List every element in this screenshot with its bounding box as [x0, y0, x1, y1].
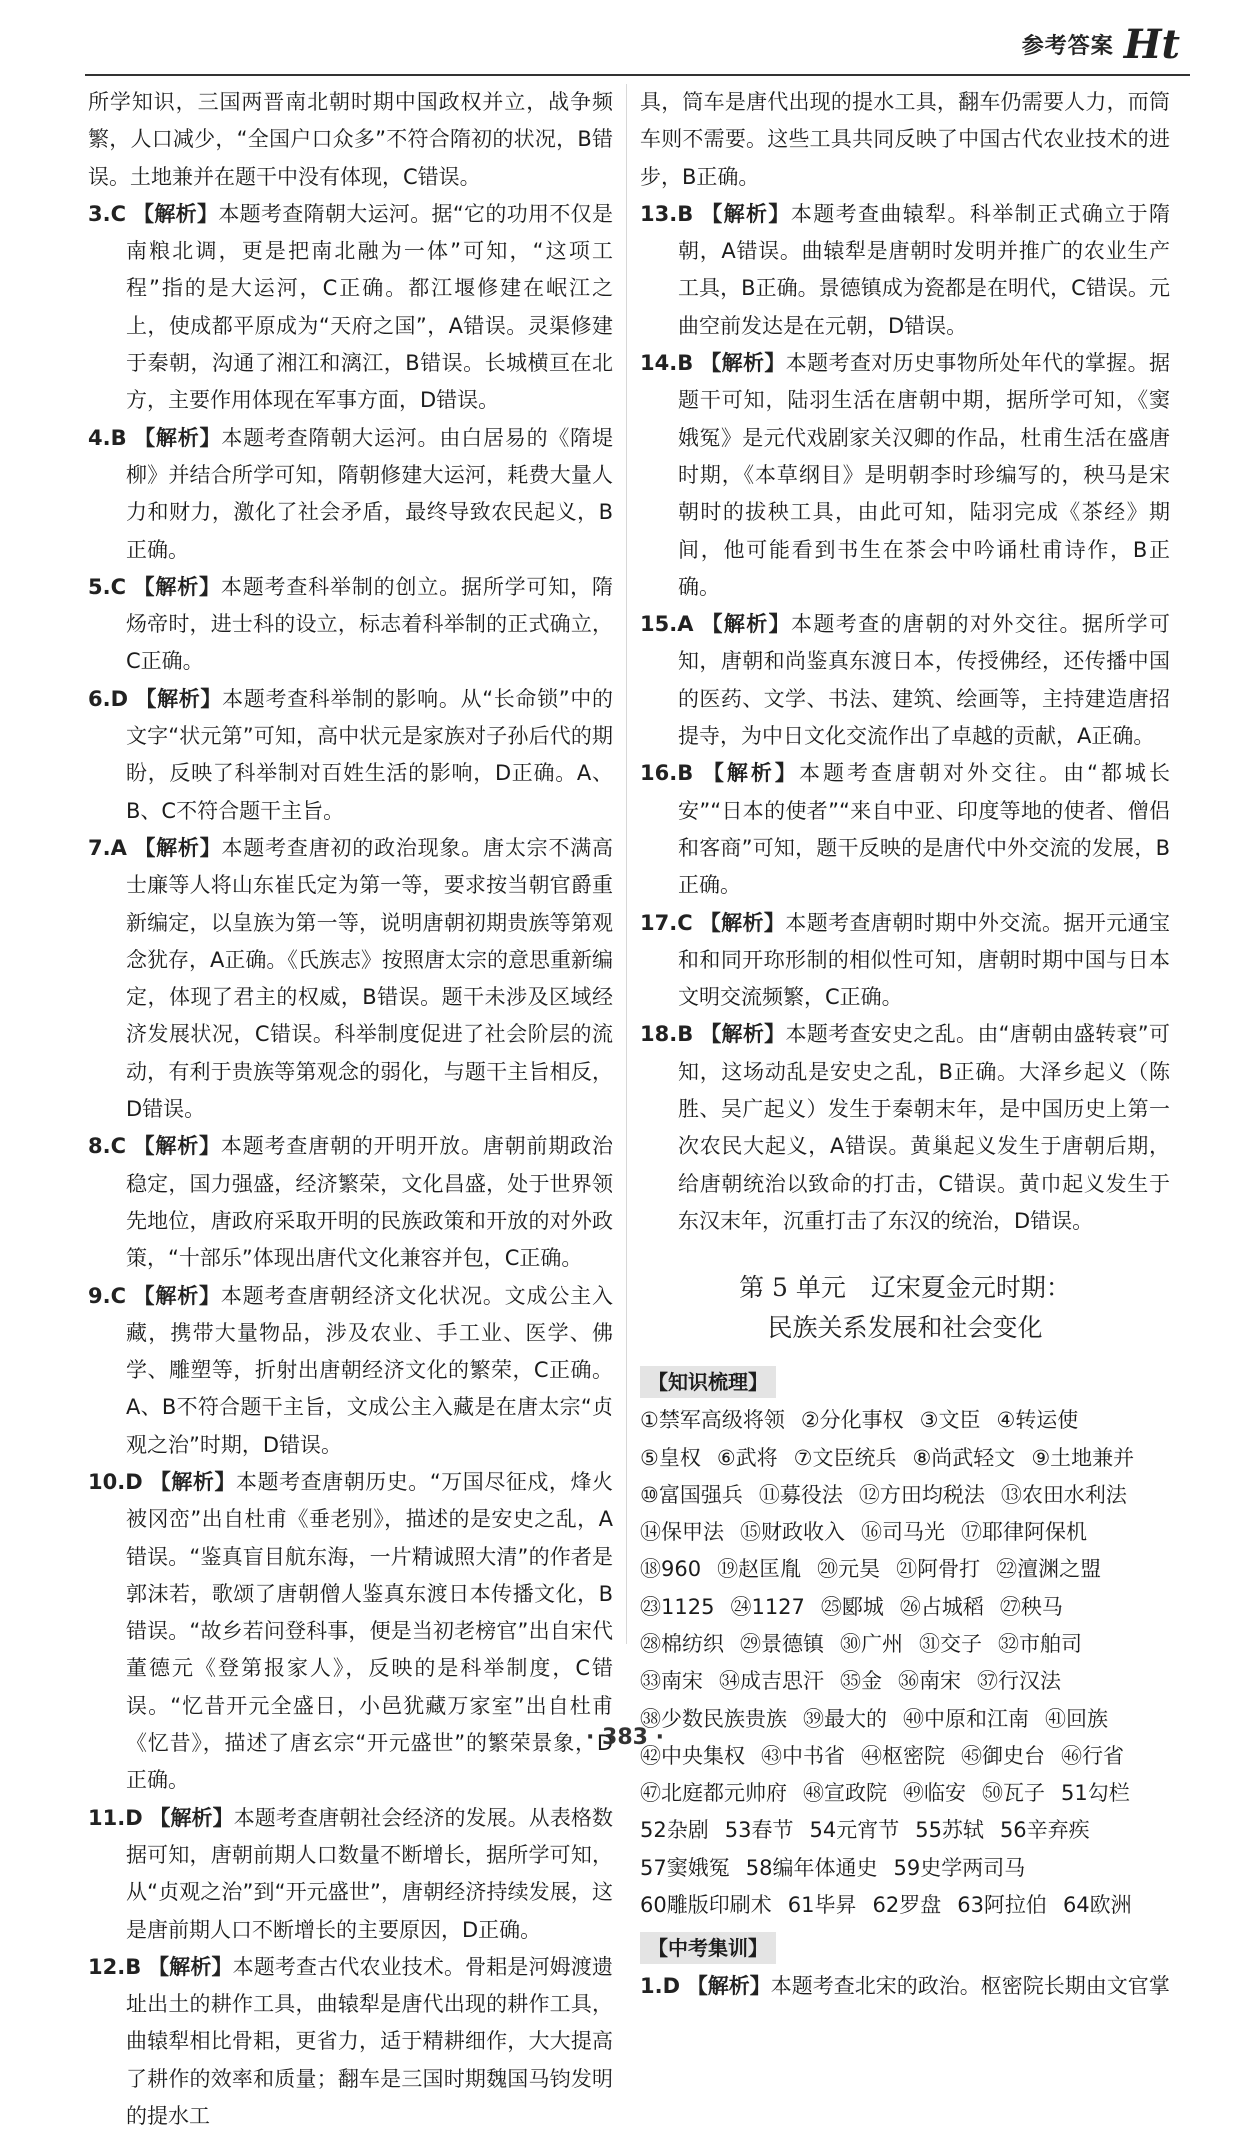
analysis-tag: 【解析】 — [702, 761, 799, 786]
knowledge-item: ㉛交子 — [919, 1631, 982, 1656]
knowledge-item: ④转运使 — [996, 1408, 1079, 1433]
unit-title-line1: 第 5 单元 辽宋夏金元时期： — [739, 1273, 1071, 1303]
knowledge-item: ⑬农田水利法 — [1000, 1482, 1127, 1507]
knowledge-item: ⑱960 — [640, 1557, 702, 1582]
answer-text: 本题考查对历史事物所处年代的掌握。据题干可知，陆羽生活在唐朝中期，据所学可知，《窦娥冤》是元代戏剧家关汉卿的作品，杜甫生活在盛唐时期，《本草纲目》是明朝李时珍编写的，秧马是宋朝时的拔秧工具，由此可知，陆羽完成《茶经》期间，他可能看到书生在茶会中吟诵杜甫诗作，B正确。 — [678, 351, 1171, 599]
analysis-tag: 【解析】 — [133, 1283, 221, 1308]
knowledge-item: ㉚广州 — [840, 1631, 903, 1656]
analysis-tag: 【解析】 — [133, 201, 219, 226]
answer-text: 本题考查安史之乱。由“唐朝由盛转衰”可知，这场动乱是安史之乱，B正确。大泽乡起义（陈胜、吴广起义）发生于秦朝末年，是中国历史上第一次农民大起义，A错误。黄巢起义发生于唐朝后期，给唐朝统治以致命的打击，C错误。黄巾起义发生于东汉末年，沉重打击了东汉的统治，D错误。 — [678, 1022, 1170, 1233]
answer-item — [88, 1800, 613, 1949]
knowledge-item: 58编年体通史 — [745, 1855, 878, 1880]
column-divider — [626, 84, 627, 1644]
knowledge-item: 56辛弃疾 — [999, 1818, 1090, 1843]
knowledge-item: ③文臣 — [919, 1408, 981, 1433]
answer-number: 15.A — [640, 612, 694, 637]
knowledge-item: 53春节 — [724, 1818, 794, 1843]
answer-text: 本题考查北宋的政治。枢密院长期由文官掌 — [770, 1974, 1170, 1999]
knowledge-item: ⑤皇权 — [640, 1445, 701, 1470]
knowledge-item: ⑧尚武轻文 — [912, 1445, 1016, 1470]
analysis-tag: 【解析】 — [699, 910, 786, 935]
knowledge-item: ⑥武将 — [716, 1445, 778, 1470]
knowledge-item: ㊷中央集权 — [640, 1743, 745, 1768]
analysis-tag: 【解析】 — [149, 1469, 237, 1494]
knowledge-item: 55苏轼 — [915, 1818, 984, 1843]
brand-logo: Ht — [1123, 20, 1180, 68]
continued-paragraph: 所学知识，三国两晋南北朝时期中国政权并立，战争频繁，人口减少，“全国户口众多”不符合隋初的状况，B错误。土地兼并在题干中没有体现，C错误。 — [88, 90, 613, 189]
analysis-tag: 【解析】 — [700, 351, 786, 376]
answer-text: 本题考查唐朝时期中外交流。据开元通宝和和同开珎形制的相似性可知，唐朝时期中国与日本文明交流频繁，C正确。 — [678, 910, 1171, 1010]
answer-text: 本题考查古代农业技术。骨耜是河姆渡遗址出土的耕作工具，曲辕犁是唐代出现的耕作工具，曲辕犁相比骨耜，更省力，适于精耕细作，大大提高了耕作的效率和质量；翻车是三国时期魏国马钧发明的提水工 — [126, 1954, 613, 2129]
knowledge-item: ㉘棉纺织 — [640, 1631, 724, 1656]
answer-number: 12.B — [88, 1954, 142, 1979]
analysis-tag: 【解析】 — [149, 1805, 234, 1830]
knowledge-item: ㉒澶渊之盟 — [996, 1557, 1102, 1582]
knowledge-item: ㉓1125 — [640, 1594, 715, 1619]
knowledge-item: ㉗秧马 — [999, 1594, 1063, 1619]
knowledge-item: 52杂剧 — [640, 1818, 709, 1843]
answer-item — [640, 606, 1170, 755]
answer-item — [88, 1278, 613, 1464]
knowledge-item: ㉖占城稻 — [899, 1594, 984, 1619]
knowledge-item: ㊾临安 — [903, 1781, 966, 1806]
knowledge-item: ⑫方田均税法 — [858, 1482, 985, 1507]
answer-number: 11.D — [88, 1805, 143, 1830]
answer-item — [640, 345, 1170, 606]
knowledge-heading: 【知识梳理】 — [640, 1366, 776, 1398]
analysis-tag: 【解析】 — [701, 201, 791, 226]
knowledge-item: ⑳元昊 — [817, 1557, 881, 1582]
knowledge-item: 63阿拉伯 — [957, 1893, 1047, 1918]
knowledge-item: ㉞成吉思汗 — [719, 1669, 824, 1694]
knowledge-item: ㊴最大的 — [803, 1706, 887, 1731]
answer-list-right — [640, 196, 1170, 1240]
knowledge-item: 51勾栏 — [1061, 1781, 1130, 1806]
answer-item — [88, 569, 613, 681]
header-title: 参考答案 — [1021, 33, 1114, 59]
answer-number: 10.D — [88, 1469, 143, 1494]
knowledge-item: 54元宵节 — [809, 1818, 900, 1843]
analysis-tag: 【解析】 — [133, 574, 221, 599]
answer-item — [88, 1949, 613, 2135]
knowledge-item: ㊼北庭都元帅府 — [640, 1781, 787, 1806]
knowledge-item: ㉟金 — [840, 1669, 882, 1694]
knowledge-item: ㊻行省 — [1061, 1743, 1124, 1768]
answer-number: 6.D — [88, 686, 129, 711]
knowledge-item: ㊲行汉法 — [977, 1669, 1061, 1694]
analysis-tag: 【解析】 — [134, 425, 222, 450]
knowledge-item: ㊺御史台 — [961, 1743, 1045, 1768]
knowledge-item: ㊽宣政院 — [803, 1781, 887, 1806]
answer-item — [88, 1128, 613, 1277]
knowledge-item: ㊳少数民族贵族 — [640, 1706, 787, 1731]
unit-title-line2: 民族关系发展和社会变化 — [767, 1313, 1043, 1343]
unit-title — [640, 1268, 1170, 1348]
knowledge-item: 57窦娥冤 — [640, 1855, 730, 1880]
analysis-tag: 【解析】 — [134, 835, 222, 860]
knowledge-item: 59史学两司马 — [893, 1855, 1026, 1880]
answer-list-left — [88, 196, 613, 2135]
answer-number: 8.C — [88, 1134, 127, 1159]
knowledge-item: ⑪募役法 — [758, 1482, 843, 1507]
answer-number: 9.C — [88, 1283, 127, 1308]
answer-text: 本题考查科举制的创立。据所学可知，隋炀帝时，进士科的设立，标志着科举制的正式确立，C正确。 — [126, 574, 613, 674]
analysis-tag: 【解析】 — [686, 1974, 771, 1999]
answer-number: 5.C — [88, 574, 127, 599]
knowledge-item: ⑨土地兼并 — [1031, 1445, 1135, 1470]
knowledge-item: ㉝南宋 — [640, 1669, 703, 1694]
knowledge-item: 61毕昇 — [787, 1893, 857, 1918]
answer-item — [88, 681, 613, 830]
header-divider — [85, 74, 1190, 76]
answer-number: 1.D — [640, 1974, 681, 1999]
knowledge-item: ㉕郾城 — [820, 1594, 884, 1619]
knowledge-item: ⑰耶律阿保机 — [961, 1520, 1087, 1545]
knowledge-item: 64欧洲 — [1062, 1893, 1132, 1918]
answer-number: 3.C — [88, 201, 127, 226]
answer-text: 本题考查隋朝大运河。据“它的功用不仅是南粮北调，更是把南北融为一体”可知，“这项工程”指的是大运河，C正确。都江堰修建在岷江之上，使成都平原成为“天府之国”，A错误。灵渠修建于秦朝，沟通了湘江和漓江，B错误。长城横亘在北方，主要作用体现在军事方面，D错误。 — [126, 201, 613, 413]
exam-heading: 【中考集训】 — [640, 1932, 776, 1964]
knowledge-item: ㊸中书省 — [761, 1743, 845, 1768]
knowledge-item: ⑯司马光 — [861, 1520, 945, 1545]
analysis-tag: 【解析】 — [700, 1022, 786, 1047]
knowledge-item: 62罗盘 — [872, 1893, 942, 1918]
left-column — [88, 84, 613, 2135]
knowledge-item: ㊱南宋 — [898, 1669, 961, 1694]
analysis-tag: 【解析】 — [148, 1954, 233, 1979]
knowledge-item: ⑭保甲法 — [640, 1520, 724, 1545]
answer-item — [88, 830, 613, 1128]
knowledge-item: ㊶回族 — [1045, 1706, 1108, 1731]
knowledge-item: ㉙景德镇 — [740, 1631, 824, 1656]
analysis-tag: 【解析】 — [701, 612, 792, 637]
knowledge-item: ②分化事权 — [800, 1408, 904, 1433]
answer-item — [88, 420, 613, 569]
answer-text: 本题考查唐朝经济文化状况。文成公主入藏，携带大量物品，涉及农业、手工业、医学、佛学、雕塑等，折射出唐朝经济文化的繁荣，C正确。A、B不符合题干主旨，文成公主入藏是在唐太宗“贞观之治”时期，D错误。 — [126, 1283, 613, 1457]
answer-text: 本题考查唐朝社会经济的发展。从表格数据可知，唐朝前期人口数量不断增长，据所学可知，从“贞观之治”到“开元盛世”，唐朝经济持续发展，这是唐前期人口不断增长的主要原因，D正确。 — [126, 1805, 614, 1942]
knowledge-item: ⑲赵匡胤 — [717, 1557, 802, 1582]
answer-text: 本题考查的唐朝的对外交往。据所学可知，唐朝和尚鉴真东渡日本，传授佛经，还传播中国的医药、文学、书法、建筑、绘画等，主持建造唐招提寺，为中日文化交流作出了卓越的贡献，A正确。 — [678, 612, 1171, 749]
answer-item — [640, 1016, 1170, 1240]
answer-text: 本题考查唐初的政治现象。唐太宗不满高士廉等人将山东崔氏定为第一等，要求按当朝官爵重新编定，以皇族为第一等，说明唐朝初期贵族等第观念犹存，A正确。《氏族志》按照唐太宗的意思重新编定，体现了君主的权威，B错误。题干未涉及区域经济发展状况，C错误。科举制度促进了社会阶层的流动，有利于贵族等第观念的弱化，与题干主旨相反，D错误。 — [126, 835, 614, 1122]
answer-item — [640, 905, 1170, 1017]
analysis-tag: 【解析】 — [133, 1134, 221, 1159]
exam-answer-item — [640, 1968, 1170, 2005]
knowledge-item: ⑦文臣统兵 — [793, 1445, 897, 1470]
answer-text: 本题考查科举制的影响。从“长命锁”中的文字“状元第”可知，高中状元是家族对子孙后代的期盼，反映了科举制对百姓生活的影响，D正确。A、B、C不符合题干主旨。 — [126, 686, 613, 823]
answer-item — [640, 755, 1170, 904]
answer-item — [640, 196, 1170, 345]
knowledge-grid — [640, 1402, 1170, 1924]
answer-text: 本题考查唐朝的开明开放。唐朝前期政治稳定，国力强盛，经济繁荣，文化昌盛，处于世界领先地位，唐政府采取开明的民族政策和开放的对外政策，“十部乐”体现出唐代文化兼容并包，C正确。 — [126, 1134, 613, 1271]
answer-number: 4.B — [88, 425, 127, 450]
knowledge-item: ㊹枢密院 — [861, 1743, 945, 1768]
answer-text: 本题考查隋朝大运河。由白居易的《隋堤柳》并结合所学可知，隋朝修建大运河，耗费大量人力和财力，激化了社会矛盾，最终导致农民起义，B正确。 — [126, 425, 613, 562]
knowledge-item: ㉜市舶司 — [998, 1631, 1082, 1656]
knowledge-item: ㊿瓦子 — [982, 1781, 1045, 1806]
knowledge-item: ㉑阿骨打 — [896, 1557, 981, 1582]
knowledge-item: ⑩富国强兵 — [640, 1482, 743, 1507]
knowledge-item: 60雕版印刷术 — [640, 1893, 772, 1918]
answer-item — [88, 196, 613, 420]
answer-number: 7.A — [88, 835, 127, 860]
answer-text: 本题考查唐朝对外交往。由“都城长安”“日本的使者”“来自中亚、印度等地的使者、僧侣和客商”可知，题干反映的是唐代中外交流的发展，B正确。 — [678, 761, 1170, 898]
answer-text: 本题考查唐朝历史。“万国尽征戍，烽火被冈峦”出自杜甫《垂老别》，描述的是安史之乱，A错误。“鉴真盲目航东海，一片精诚照大清”的作者是郭沫若，歌颂了唐朝僧人鉴真东渡日本传播文化，B错误。“故乡若问登科事，便是当初老榜官”出自宋代董德元《登第报家人》，反映的是科举制度，C错误。“忆昔开元全盛日，小邑犹藏万家室”出自杜甫《忆昔》，描述了唐玄宗“开元盛世”的繁荣景象，D正确。 — [126, 1469, 613, 1793]
right-column — [640, 84, 1170, 2006]
answer-number: 18.B — [640, 1022, 694, 1047]
page-number: · 383 · — [586, 1725, 664, 1750]
answer-number: 14.B — [640, 351, 694, 376]
answer-number: 17.C — [640, 910, 693, 935]
answer-number: 13.B — [640, 201, 694, 226]
knowledge-item: ⑮财政收入 — [740, 1520, 845, 1545]
answer-text: 本题考查曲辕犁。科举制正式确立于隋朝，A错误。曲辕犁是唐朝时发明并推广的农业生产工具，B正确。景德镇成为瓷都是在明代，C错误。元曲空前发达是在元朝，D错误。 — [678, 201, 1170, 338]
knowledge-item: ㊵中原和江南 — [903, 1706, 1029, 1731]
knowledge-item: ㉔1127 — [730, 1594, 805, 1619]
knowledge-item: ①禁军高级将领 — [640, 1408, 785, 1433]
answer-number: 16.B — [640, 761, 694, 786]
continued-paragraph: 具，筒车是唐代出现的提水工具，翻车仍需要人力，而筒车则不需要。这些工具共同反映了中国古代农业技术的进步，B正确。 — [640, 90, 1170, 189]
page-header — [1022, 14, 1180, 74]
analysis-tag: 【解析】 — [135, 686, 223, 711]
